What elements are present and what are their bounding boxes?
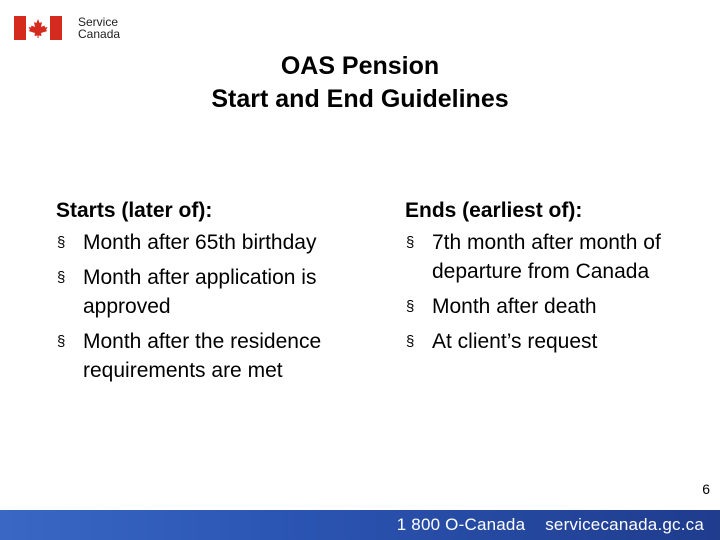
list-item	[56, 263, 376, 321]
list-item-text: Month after the residence requirements are met	[83, 330, 322, 382]
list-item	[56, 327, 376, 385]
list-item-text: Month after 65th birthday	[83, 231, 317, 254]
square-bullet-icon: §	[406, 234, 415, 251]
service-canada-logo	[14, 16, 120, 40]
square-bullet-icon: §	[406, 298, 415, 315]
list-item-text: Month after death	[432, 295, 597, 318]
square-bullet-icon: §	[57, 234, 66, 251]
list-item	[56, 228, 376, 257]
square-bullet-icon: §	[57, 269, 66, 286]
wordmark-line-1: Service	[78, 15, 119, 29]
service-canada-wordmark	[78, 16, 120, 40]
list-item	[405, 228, 705, 286]
list-item-text: Month after application is approved	[83, 266, 317, 318]
canada-flag-icon	[14, 16, 62, 40]
footer-phone: 1 800 O-Canada	[396, 515, 526, 534]
ends-column	[405, 196, 705, 362]
footer-bar	[0, 510, 720, 540]
starts-heading: Starts (later of):	[56, 199, 213, 222]
starts-list	[56, 228, 376, 385]
square-bullet-icon: §	[406, 333, 415, 350]
page-number: 6	[702, 481, 710, 497]
title-line-1: OAS Pension	[280, 52, 440, 80]
ends-heading: Ends (earliest of):	[405, 199, 583, 222]
ends-list	[405, 228, 705, 356]
starts-column	[56, 196, 376, 391]
wordmark-line-2: Canada	[78, 27, 121, 41]
title-line-2: Start and End Guidelines	[211, 85, 509, 113]
list-item-text: At client’s request	[432, 330, 598, 353]
slide-title	[0, 50, 720, 116]
footer-contact	[377, 515, 704, 535]
list-item	[405, 327, 705, 356]
square-bullet-icon: §	[57, 333, 66, 350]
list-item-text: 7th month after month of departure from Canada	[432, 231, 661, 283]
footer-website: servicecanada.gc.ca	[545, 515, 704, 534]
list-item	[405, 292, 705, 321]
